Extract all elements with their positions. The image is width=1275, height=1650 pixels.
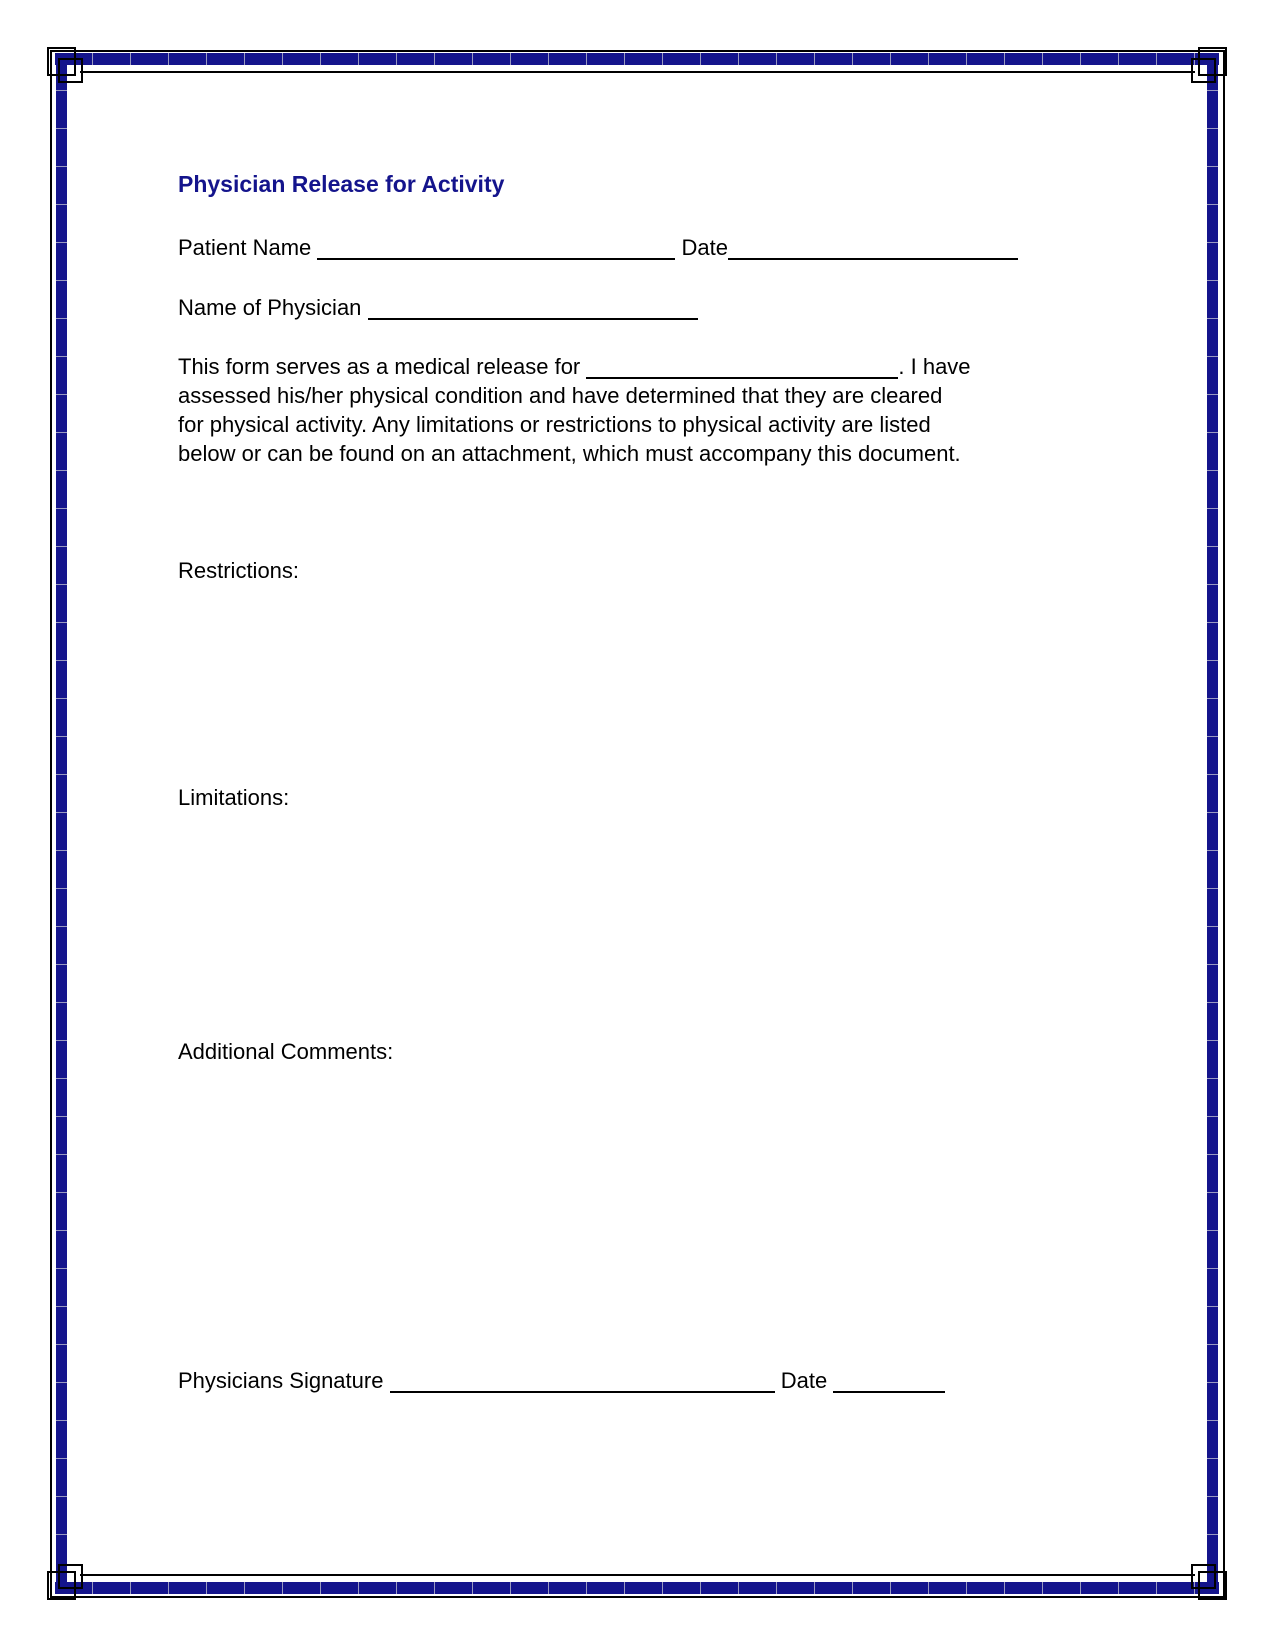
page-border-inner-line-bottom [80,1574,1195,1576]
release-line1-tail: . I have [898,354,971,379]
page-border-band-right [1207,53,1218,1594]
physician-signature-label: Physicians Signature [178,1368,384,1393]
page-border-band-bottom [55,1582,1219,1594]
corner-square-top-right-inner [1191,58,1216,83]
signature-date-field[interactable] [833,1369,945,1393]
physician-name-label: Name of Physician [178,295,362,320]
corner-square-top-left-inner [58,58,83,83]
patient-name-row [178,233,1018,262]
physician-name-row [178,293,698,322]
release-paragraph [178,352,1040,468]
date-field[interactable] [728,236,1018,260]
patient-name-field[interactable] [317,236,675,260]
restrictions-section-label: Restrictions: [178,558,300,583]
physician-name-field[interactable] [368,296,698,320]
page-border-inner-line-top [80,71,1195,73]
patient-name-label: Patient Name [178,235,312,260]
form-title: Physician Release for Activity [178,171,505,197]
release-paragraph-line-2: assessed his/her physical condition and have determined that they are cleared [178,383,943,408]
page-border-band-top [55,53,1219,65]
physician-signature-field[interactable] [390,1369,775,1393]
corner-square-bottom-right-inner [1191,1564,1216,1589]
release-paragraph-line-1 [178,352,1040,381]
release-paragraph-line-3: for physical activity. Any limitations or restrictions to physical activity are listed [178,412,931,437]
signature-row [178,1366,945,1395]
release-for-field[interactable] [586,355,898,379]
release-line1-text: This form serves as a medical release for [178,354,581,379]
corner-square-bottom-left-inner [58,1564,83,1589]
page-border-band-left [56,53,67,1594]
date-label: Date [681,235,729,260]
limitations-section-label: Limitations: [178,785,290,810]
signature-date-label: Date [780,1368,828,1393]
additional-comments-section-label: Additional Comments: [178,1039,394,1064]
release-paragraph-line-4: below or can be found on an attachment, which must accompany this document. [178,441,961,466]
